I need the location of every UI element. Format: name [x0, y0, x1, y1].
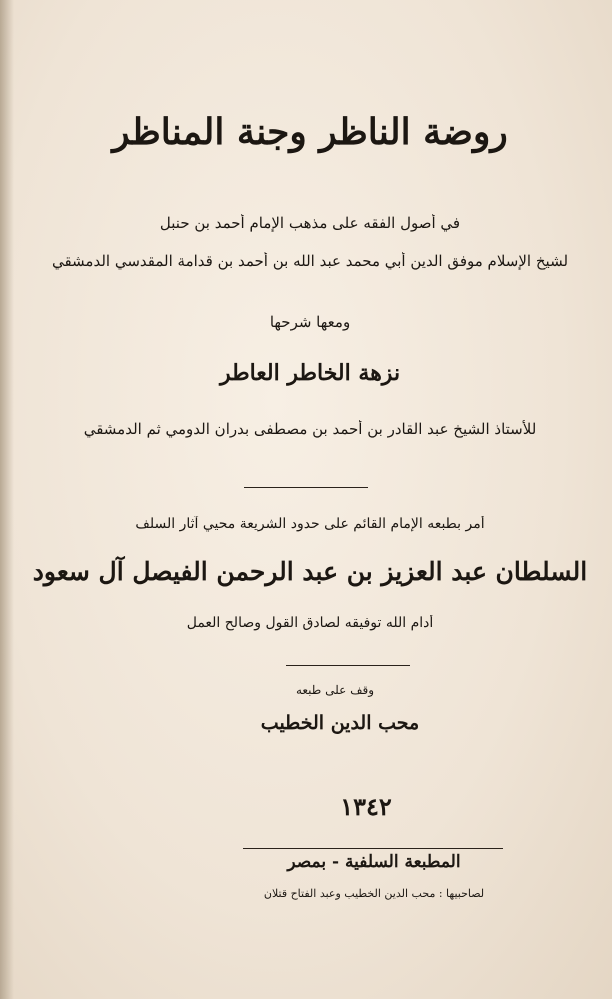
supervised-label: وقف على طبعه: [295, 683, 375, 697]
divider-middle: [286, 665, 410, 666]
with-commentary-label: ومعها شرحها: [269, 313, 351, 331]
ordered-by-line: أمر بطبعه الإمام القائم على حدود الشريعة محيي آثار السلف: [135, 516, 485, 532]
book-subtitle: في أصول الفقه على مذهب الإمام أحمد بن حنبل: [159, 214, 461, 232]
editor-name: محب الدين الخطيب: [260, 712, 420, 734]
publication-year: ١٣٤٢: [340, 792, 392, 821]
commentary-author: للأستاذ الشيخ عبد القادر بن أحمد بن مصطفى بدران الدومي ثم الدمشقي: [83, 420, 537, 438]
book-author: لشيخ الإسلام موفق الدين أبي محمد عبد الله بن أحمد بن قدامة المقدسي الدمشقي: [51, 252, 569, 270]
divider-press: [243, 848, 503, 849]
commentary-title: نزهة الخاطر العاطر: [219, 360, 401, 386]
binding-shadow: [0, 0, 14, 999]
book-title: روضة الناظر وجنة المناظر: [112, 111, 508, 153]
press-owners: لصاحبيها : محب الدين الخطيب وعبد الفتاح قتلان: [263, 887, 485, 900]
divider-top: [244, 487, 368, 488]
press-name: المطبعة السلفية - بمصر: [287, 852, 461, 872]
prayer-line: أدام الله توفيقه لصادق القول وصالح العمل: [186, 615, 434, 631]
sultan-name: السلطان عبد العزيز بن عبد الرحمن الفيصل آل سعود: [32, 557, 588, 586]
